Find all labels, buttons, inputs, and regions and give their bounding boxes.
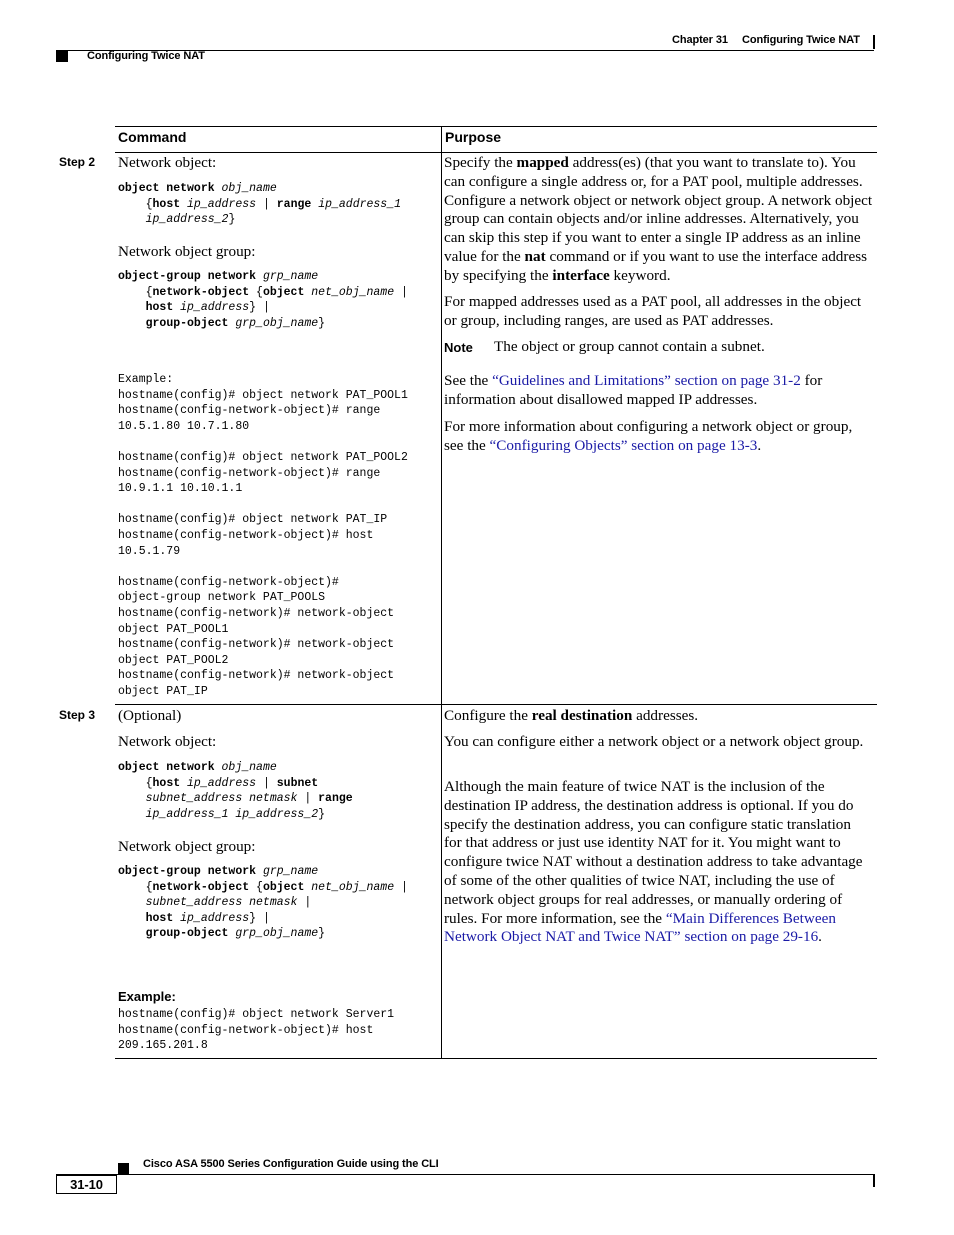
step-2-label: Step 2 bbox=[59, 155, 96, 169]
step-2-object-network-syntax: object network obj_name {host ip_address | range ip_address_1 ip_address_2} bbox=[118, 182, 402, 227]
table-top-rule bbox=[115, 126, 877, 127]
step-2-row-rule bbox=[115, 704, 877, 705]
column-header-command: Command bbox=[118, 129, 187, 145]
table-bottom-rule bbox=[115, 1058, 877, 1059]
chapter-number: Chapter 31 bbox=[672, 34, 728, 46]
step-3-object-network-syntax: object network obj_name {host ip_address | subnet subnet_address netmask | range ip_address_1 ip_address_2} bbox=[118, 761, 353, 821]
step-2-purpose-paragraph-1: Specify the mapped address(es) (that you want to translate to). You can configure a single address or, for a PAT pool, multiple addresses. Configure a network object or network object group. A network object group can contain objects and/or inline addresses. Alternatively, you can skip this step if you want to enter a single IP address as an inline value for the nat command or if you want to use the interface address by specifying the interface keyword. bbox=[444, 154, 873, 284]
footer-block-mark bbox=[118, 1163, 129, 1174]
header-right-mark bbox=[873, 35, 875, 49]
page-number-box bbox=[56, 1175, 117, 1194]
step-3-network-object-label: Network object: bbox=[118, 733, 217, 750]
section-title: Configuring Twice NAT bbox=[87, 50, 205, 62]
step-3-label: Step 3 bbox=[59, 708, 96, 722]
page-number: 31-10 bbox=[70, 1177, 103, 1192]
footer-rule bbox=[56, 1174, 874, 1175]
step-3-example-label: Example: bbox=[118, 989, 176, 1004]
table-column-divider bbox=[441, 126, 442, 1059]
step-2-purpose-paragraph-2: For mapped addresses used as a PAT pool, all addresses in the object or group, including ranges, are used as PAT addresses. bbox=[444, 293, 862, 329]
note-text: The object or group cannot contain a subnet. bbox=[494, 338, 765, 355]
step-3-purpose-paragraph-3: Although the main feature of twice NAT is the inclusion of the destination IP address, the destination address is optional. If you do specify the destination address, you can configure static translation for that address or just use identity NAT for it. You might want to configure twice NAT without a destination address to take advantage of some of the other qualities of twice NAT, including the use of network object groups for real addresses, or manually ordering of rules. For more information, see the “Main Differences Between Network Object NAT and Twice NAT” section on page 29-16. bbox=[444, 778, 863, 946]
step-3-purpose-paragraph-1: Configure the real destination addresses. bbox=[444, 707, 699, 724]
step-2-network-object-label: Network object: bbox=[118, 154, 217, 171]
main-differences-link[interactable]: “Main Differences Between Network Object NAT and Twice NAT” section on page 29-16 bbox=[444, 909, 836, 946]
step-3-network-group-label: Network object group: bbox=[118, 838, 256, 855]
step-2-network-group-label: Network object group: bbox=[118, 243, 256, 260]
step-2-example-code: Example: hostname(config)# object network PAT_POOL1 hostname(config-network-object)# range 10.5.1.80 10.7.1.80 hostname(config)# object network PAT_POOL2 hostname(config-network-object)# range 10.9.1.1 10.10.1.1 hostname(config)# object network PAT_IP hostname(config-network-object)# host 10.5.1.79 hostname(config-network-object)# object-group network PAT_POOLS hostname(config-network)# network-object object PAT_POOL1 hostname(config-network)# network-object object PAT_POOL2 hostname(config-network)# network-object object PAT_IP bbox=[118, 373, 408, 698]
table-header-rule bbox=[115, 152, 877, 153]
step-3-object-group-syntax: object-group network grp_name {network-object {object net_obj_name | subnet_address netmask | host ip_address} | group-object grp_obj_name} bbox=[118, 865, 408, 941]
step-2-object-group-syntax: object-group network grp_name {network-object {object net_obj_name | host ip_address} | group-object grp_obj_name} bbox=[118, 270, 408, 330]
column-header-purpose: Purpose bbox=[445, 129, 502, 145]
configuring-objects-link[interactable]: “Configuring Objects” section on page 13-3 bbox=[489, 436, 758, 454]
step-2-purpose-paragraph-3: See the “Guidelines and Limitations” section on page 31-2 for information about disallowed mapped IP addresses. bbox=[444, 372, 823, 408]
step-2-purpose-paragraph-4: For more information about configuring a network object or group, see the “Configuring Objects” section on page 13-3. bbox=[444, 418, 853, 454]
note-label: Note bbox=[444, 340, 473, 355]
footer-guide-title: Cisco ASA 5500 Series Configuration Guide using the CLI bbox=[143, 1158, 439, 1170]
step-3-purpose-paragraph-2: You can configure either a network object or a network object group. bbox=[444, 733, 864, 750]
footer-right-mark bbox=[873, 1174, 875, 1187]
step-3-optional: (Optional) bbox=[118, 707, 182, 724]
chapter-title: Configuring Twice NAT bbox=[742, 34, 860, 46]
step-3-example-code: hostname(config)# object network Server1 hostname(config-network-object)# host 209.165.201.8 bbox=[118, 1008, 395, 1053]
guidelines-limitations-link[interactable]: “Guidelines and Limitations” section on page 31-2 bbox=[492, 372, 801, 389]
header-block-mark bbox=[56, 51, 68, 62]
